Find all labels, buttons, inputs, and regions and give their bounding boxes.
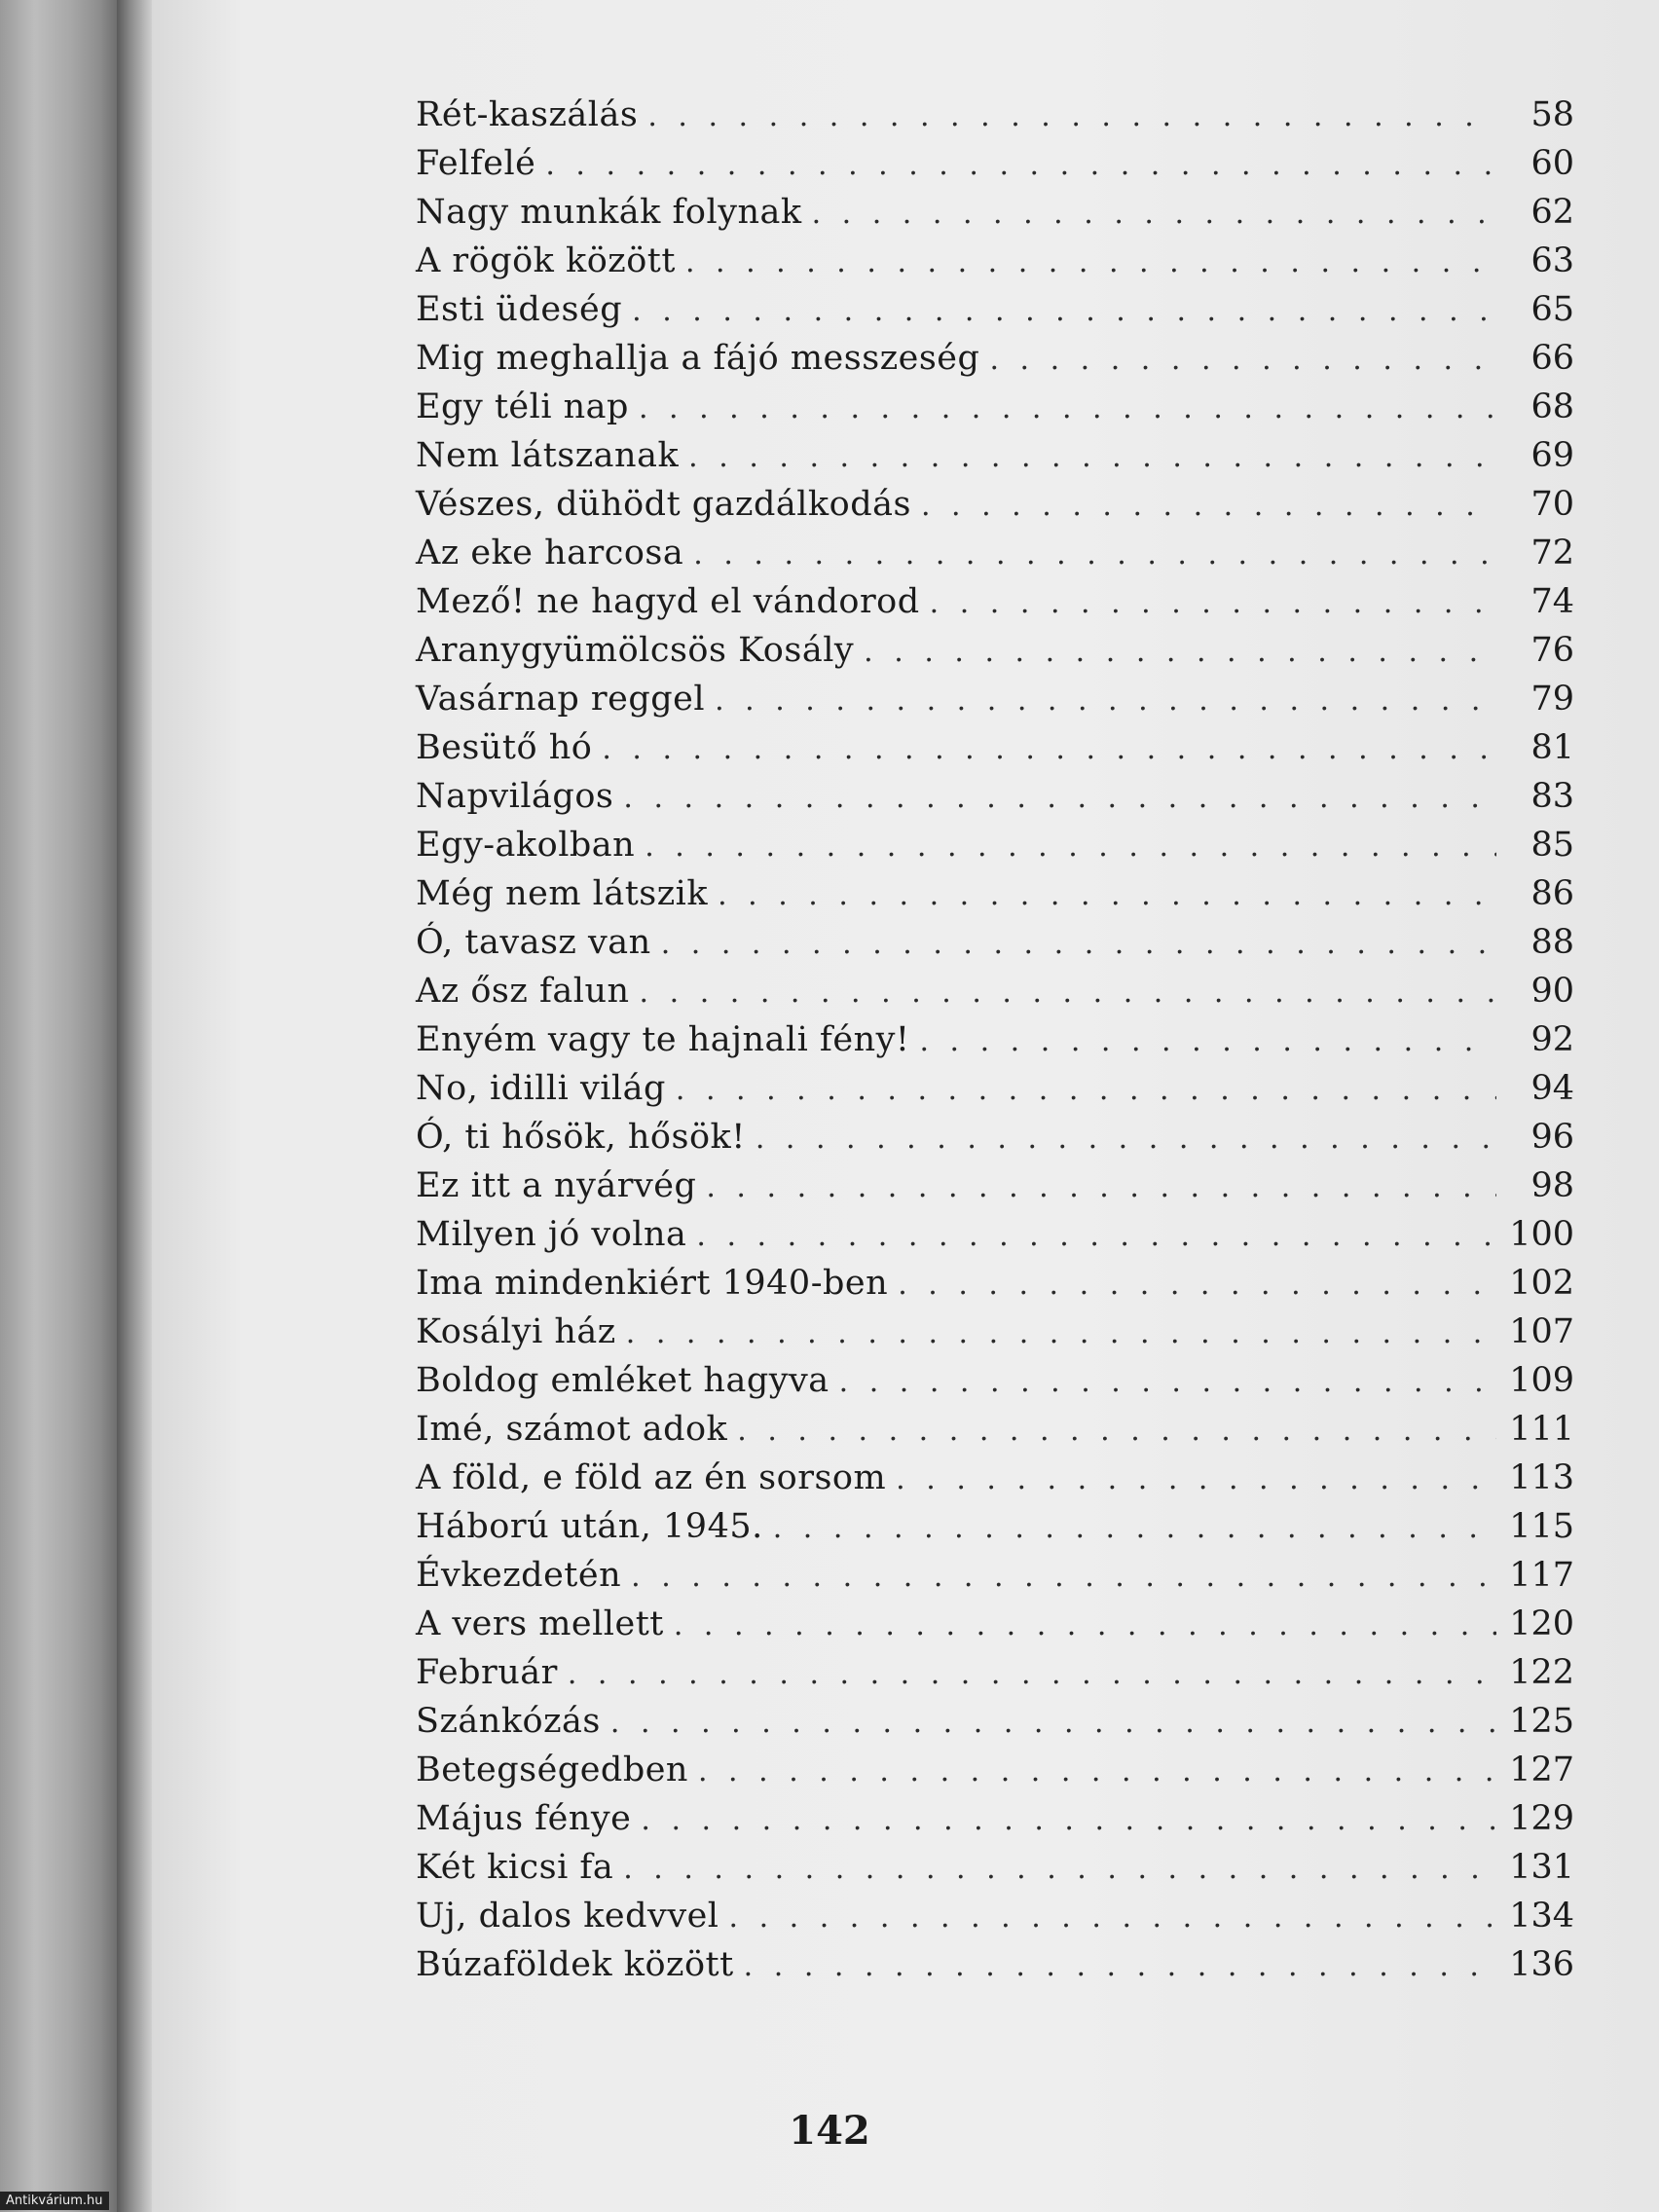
- toc-entry: [416, 1454, 1574, 1502]
- toc-entry-page: 115: [1509, 1507, 1574, 1546]
- toc-leader-dots: [640, 969, 1496, 1017]
- toc-entry-title: Ó, tavasz van: [416, 923, 651, 962]
- toc-entry-page: 88: [1530, 923, 1574, 962]
- toc-entry: [416, 383, 1574, 431]
- toc-entry-page: 122: [1509, 1653, 1574, 1692]
- toc-entry-page: 102: [1509, 1264, 1574, 1303]
- toc-entry: [416, 967, 1574, 1015]
- toc-leader-dots: [812, 190, 1496, 239]
- toc-entry: [416, 626, 1574, 675]
- watermark: Antikvárium.hu: [0, 2192, 109, 2210]
- toc-entry-title: Esti üdeség: [416, 290, 623, 329]
- toc-entry: [416, 675, 1574, 723]
- toc-leader-dots: [632, 287, 1496, 336]
- toc-entry-title: Uj, dalos kedvvel: [416, 1897, 719, 1936]
- toc-leader-dots: [696, 1212, 1496, 1261]
- toc-entry: [416, 1161, 1574, 1210]
- toc-entry-page: 96: [1530, 1118, 1574, 1157]
- toc-leader-dots: [989, 336, 1496, 385]
- toc-entry-title: Kosályi ház: [416, 1312, 616, 1351]
- toc-entry-title: Felfelé: [416, 144, 536, 183]
- toc-entry-title: Nagy munkák folynak: [416, 193, 802, 232]
- toc-leader-dots: [706, 1163, 1496, 1212]
- toc-entry-page: 85: [1530, 826, 1574, 865]
- toc-entry-title: Enyém vagy te hajnali fény!: [416, 1020, 910, 1059]
- toc-entry-page: 81: [1530, 728, 1574, 767]
- toc-leader-dots: [645, 823, 1496, 871]
- toc-leader-dots: [896, 1456, 1496, 1504]
- toc-entry: [416, 529, 1574, 577]
- book-gutter: [117, 0, 152, 2212]
- toc-entry-title: Nem látszanak: [416, 436, 680, 475]
- toc-entry-title: Aranygyümölcsös Kosály: [416, 631, 855, 670]
- toc-entry-title: Ez itt a nyárvég: [416, 1166, 697, 1205]
- toc-leader-dots: [930, 579, 1496, 628]
- toc-entry-page: 111: [1509, 1410, 1574, 1449]
- toc-leader-dots: [898, 1261, 1496, 1309]
- toc-entry-title: Egy téli nap: [416, 387, 629, 426]
- toc-leader-dots: [864, 628, 1496, 677]
- toc-entry-title: A rögök között: [416, 241, 676, 280]
- toc-entry: [416, 237, 1574, 285]
- toc-entry-page: 113: [1509, 1458, 1574, 1497]
- toc-entry: [416, 1648, 1574, 1697]
- toc-entry-page: 117: [1509, 1556, 1574, 1595]
- toc-leader-dots: [744, 1942, 1496, 1991]
- toc-leader-dots: [674, 1602, 1496, 1650]
- toc-entry-page: 98: [1530, 1166, 1574, 1205]
- toc-entry: [416, 431, 1574, 480]
- toc-entry-title: Az ősz falun: [416, 972, 630, 1011]
- toc-entry-title: Milyen jó volna: [416, 1215, 687, 1254]
- toc-entry-title: Betegségedben: [416, 1751, 688, 1789]
- toc-entry-title: A vers mellett: [416, 1604, 664, 1643]
- toc-entry-page: 63: [1530, 241, 1574, 280]
- toc-entry-page: 83: [1530, 777, 1574, 816]
- toc-entry-page: 79: [1530, 680, 1574, 719]
- toc-leader-dots: [729, 1894, 1496, 1942]
- toc-leader-dots: [773, 1504, 1496, 1553]
- toc-leader-dots: [639, 385, 1496, 433]
- toc-entry: [416, 480, 1574, 529]
- toc-entry-page: 94: [1530, 1069, 1574, 1108]
- toc-entry-page: 58: [1530, 95, 1574, 134]
- toc-entry-title: Rét-kaszálás: [416, 95, 639, 134]
- toc-leader-dots: [921, 482, 1496, 531]
- toc-entry-page: 107: [1509, 1312, 1574, 1351]
- toc-entry-page: 129: [1509, 1799, 1574, 1838]
- toc-entry: [416, 1015, 1574, 1064]
- toc-entry-page: 70: [1530, 485, 1574, 524]
- toc-entry-page: 68: [1530, 387, 1574, 426]
- toc-entry-title: Az eke harcosa: [416, 534, 684, 572]
- toc-entry-title: Ó, ti hősök, hősök!: [416, 1118, 746, 1157]
- toc-entry: [416, 1892, 1574, 1940]
- toc-leader-dots: [602, 725, 1496, 774]
- toc-entry: [416, 139, 1574, 188]
- toc-entry: [416, 1940, 1574, 1989]
- toc-entry-title: Még nem látszik: [416, 874, 709, 913]
- toc-entry-title: Búzaföldek között: [416, 1945, 734, 1984]
- toc-entry-page: 109: [1509, 1361, 1574, 1400]
- toc-entry-page: 72: [1530, 534, 1574, 572]
- toc-entry-page: 92: [1530, 1020, 1574, 1059]
- toc-entry: [416, 1843, 1574, 1892]
- toc-leader-dots: [698, 1748, 1496, 1796]
- toc-entry-page: 100: [1509, 1215, 1574, 1254]
- toc-leader-dots: [685, 239, 1496, 287]
- toc-entry-title: Ima mindenkiért 1940-ben: [416, 1264, 889, 1303]
- toc-leader-dots: [661, 920, 1496, 969]
- toc-entry-page: 60: [1530, 144, 1574, 183]
- toc-entry: [416, 188, 1574, 237]
- toc-entry: [416, 1113, 1574, 1161]
- page-number: 142: [789, 2108, 870, 2154]
- toc-entry-page: 65: [1530, 290, 1574, 329]
- toc-leader-dots: [919, 1017, 1496, 1066]
- toc-entry-title: Napvilágos: [416, 777, 614, 816]
- toc-entry: [416, 1064, 1574, 1113]
- toc-entry-page: 62: [1530, 193, 1574, 232]
- toc-entry-page: 136: [1509, 1945, 1574, 1984]
- toc-entry: [416, 1794, 1574, 1843]
- toc-entry-title: Két kicsi fa: [416, 1848, 614, 1887]
- toc-entry: [416, 1551, 1574, 1600]
- book-spine: [0, 0, 117, 2212]
- toc-entry: [416, 1308, 1574, 1356]
- toc-leader-dots: [610, 1699, 1496, 1748]
- toc-leader-dots: [688, 433, 1496, 482]
- toc-leader-dots: [676, 1066, 1496, 1115]
- toc-entry: [416, 918, 1574, 967]
- toc-entry-title: Imé, számot adok: [416, 1410, 728, 1449]
- toc-entry: [416, 334, 1574, 383]
- toc-entry-title: Háború után, 1945.: [416, 1507, 763, 1546]
- toc-entry: [416, 285, 1574, 334]
- toc-entry-title: Szánkózás: [416, 1702, 601, 1741]
- table-of-contents: [416, 91, 1574, 1989]
- toc-entry-title: Vasárnap reggel: [416, 680, 706, 719]
- toc-entry-title: Egy-akolban: [416, 826, 636, 865]
- toc-leader-dots: [839, 1358, 1496, 1407]
- toc-leader-dots: [647, 92, 1496, 141]
- toc-leader-dots: [631, 1553, 1496, 1602]
- toc-entry: [416, 1600, 1574, 1648]
- toc-entry-page: 134: [1509, 1897, 1574, 1936]
- toc-entry-title: Vészes, dühödt gazdálkodás: [416, 485, 911, 524]
- toc-entry-title: Boldog emléket hagyva: [416, 1361, 830, 1400]
- toc-entry-page: 131: [1509, 1848, 1574, 1887]
- toc-leader-dots: [626, 1309, 1496, 1358]
- toc-leader-dots: [641, 1796, 1496, 1845]
- toc-leader-dots: [623, 774, 1496, 823]
- toc-entry-title: No, idilli világ: [416, 1069, 666, 1108]
- toc-leader-dots: [545, 141, 1496, 190]
- toc-entry: [416, 1746, 1574, 1794]
- toc-leader-dots: [715, 677, 1496, 725]
- toc-entry: [416, 91, 1574, 139]
- toc-leader-dots: [693, 531, 1496, 579]
- toc-entry: [416, 772, 1574, 821]
- toc-entry-page: 125: [1509, 1702, 1574, 1741]
- toc-entry: [416, 577, 1574, 626]
- toc-entry-page: 74: [1530, 582, 1574, 621]
- toc-entry-page: 127: [1509, 1751, 1574, 1789]
- toc-leader-dots: [623, 1845, 1496, 1894]
- toc-entry-title: Besütő hó: [416, 728, 593, 767]
- toc-entry: [416, 1210, 1574, 1259]
- toc-entry-title: Május fénye: [416, 1799, 632, 1838]
- toc-entry-page: 120: [1509, 1604, 1574, 1643]
- toc-entry: [416, 1697, 1574, 1746]
- toc-entry-title: Mező! ne hagyd el vándorod: [416, 582, 920, 621]
- toc-entry-title: Évkezdetén: [416, 1556, 622, 1595]
- toc-entry-title: A föld, e föld az én sorsom: [416, 1458, 887, 1497]
- toc-entry-page: 69: [1530, 436, 1574, 475]
- toc-entry: [416, 1502, 1574, 1551]
- toc-leader-dots: [737, 1407, 1496, 1456]
- toc-entry: [416, 1405, 1574, 1454]
- toc-entry: [416, 1259, 1574, 1308]
- toc-leader-dots: [568, 1650, 1496, 1699]
- toc-entry-title: Mig meghallja a fájó messzeség: [416, 339, 980, 378]
- toc-entry-title: Február: [416, 1653, 558, 1692]
- toc-entry: [416, 869, 1574, 918]
- toc-leader-dots: [718, 871, 1496, 920]
- toc-leader-dots: [756, 1115, 1496, 1163]
- toc-entry-page: 76: [1530, 631, 1574, 670]
- toc-entry-page: 66: [1530, 339, 1574, 378]
- toc-entry: [416, 821, 1574, 869]
- toc-entry: [416, 1356, 1574, 1405]
- toc-entry: [416, 723, 1574, 772]
- toc-entry-page: 90: [1530, 972, 1574, 1011]
- toc-entry-page: 86: [1530, 874, 1574, 913]
